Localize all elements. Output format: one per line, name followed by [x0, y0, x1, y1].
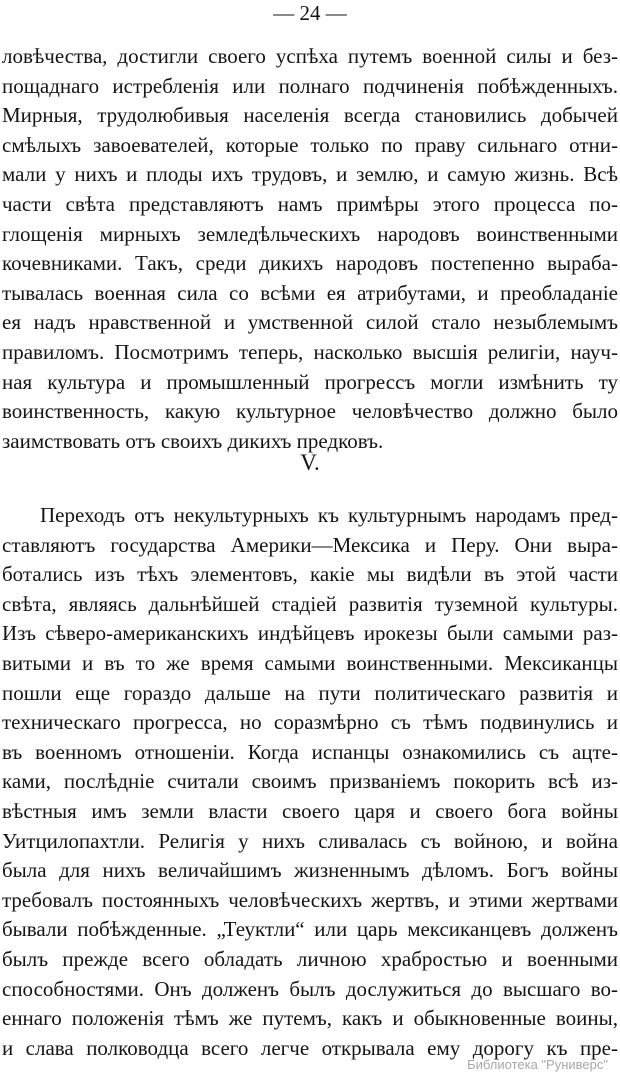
text-line: Уитцилопахтли. Религія у нихъ сливалась съ войною, и война — [2, 828, 618, 853]
text-line: Переходъ отъ некультурныхъ къ культурнымъ народамъ пред- — [40, 503, 618, 527]
text-line: Мирныя, трудолюбивыя населенія всегда становились добычей — [2, 103, 618, 128]
text-line: и слава полководца всего легче открывала ему дорогу къ пре- — [2, 1035, 618, 1060]
text-line: пошли еще гораздо дальше на пути политическаго развитія и — [2, 680, 618, 705]
paragraph-2 — [0, 501, 620, 1063]
text-line: была для нихъ величайшимъ жизненнымъ дѣломъ. Богъ войны — [2, 858, 618, 883]
text-line: былъ прежде всего обладать личною храбростью и военными — [2, 946, 618, 971]
text-line: въ военномъ отношеніи. Когда испанцы ознакомились съ ацте- — [2, 739, 618, 764]
text-line: воинственность, какую культурное человѣчество должно было — [2, 399, 618, 424]
text-line: ея надъ нравственной и умственной силой стало незыблемымъ — [2, 310, 618, 335]
page-number: — 24 — — [273, 1, 347, 25]
library-watermark: Библиотека "Руниверс" — [467, 1057, 608, 1072]
text-line: ставляютъ государства Америки—Мексика и Перу. Они выра- — [2, 532, 618, 557]
text-line: пощаднаго истребленія или полнаго подчиненія побѣжденныхъ. — [2, 73, 618, 98]
text-line: еннаго положенія тѣмъ же путемъ, какъ и обыкновенные воины, — [2, 1006, 618, 1031]
text-line: требовалъ постоянныхъ человѣческихъ жертвъ, и этими жертвами — [2, 887, 618, 912]
text-line: витыми и въ то же время самыми воинственными. Мексиканцы — [2, 650, 618, 675]
text-line: свѣта, являясь дальнѣйшей стадіей развитія туземной культуры. — [2, 591, 618, 616]
text-line: кочевниками. Такъ, среди дикихъ народовъ постепенно выраба- — [2, 251, 618, 276]
text-line: заимствовать отъ своихъ дикихъ предковъ. — [2, 428, 384, 453]
text-line: части свѣта представляютъ намъ примѣры этого процесса по- — [2, 191, 618, 216]
paragraph-1 — [0, 42, 620, 456]
text-line: вѣстныя имъ земли власти своего царя и своего бога войны — [2, 798, 618, 823]
text-line: ловѣчества, достигли своего успѣха путемъ военной силы и без- — [2, 44, 618, 68]
text-line: мали у нихъ и плоды ихъ трудовъ, и землю, и самую жизнь. Всѣ — [2, 162, 618, 187]
section-heading: V. — [300, 450, 320, 475]
text-line: глощенія мирныхъ земледѣльческихъ народовъ воинственными — [2, 221, 618, 246]
text-line: ками, послѣдніе считали своимъ призваніемъ покорить всѣ из- — [2, 769, 618, 794]
text-line: техническаго прогресса, но соразмѣрно съ тѣмъ подвинулись и — [2, 710, 618, 735]
text-line: смѣлыхъ завоевателей, которые только по праву сильнаго отни- — [2, 132, 618, 157]
text-line: тывалась военная сила со всѣми ея атрибутами, и преобладаніе — [2, 280, 618, 305]
text-line: ная культура и промышленный прогрессъ могли измѣнить ту — [2, 369, 618, 394]
text-line: Изъ сѣверо-американскихъ индѣйцевъ ирокезы были самыми раз- — [2, 621, 618, 646]
text-line: правиломъ. Посмотримъ теперь, насколько высшія религіи, науч- — [2, 339, 618, 364]
text-line: способностями. Онъ долженъ былъ дослужиться до высшаго во- — [2, 976, 618, 1001]
text-line: бывали побѣжденные. „Теуктли“ или царь мексиканцевъ долженъ — [2, 917, 618, 942]
text-line: ботались изъ тѣхъ элементовъ, какіе мы видѣли въ этой части — [2, 562, 618, 587]
